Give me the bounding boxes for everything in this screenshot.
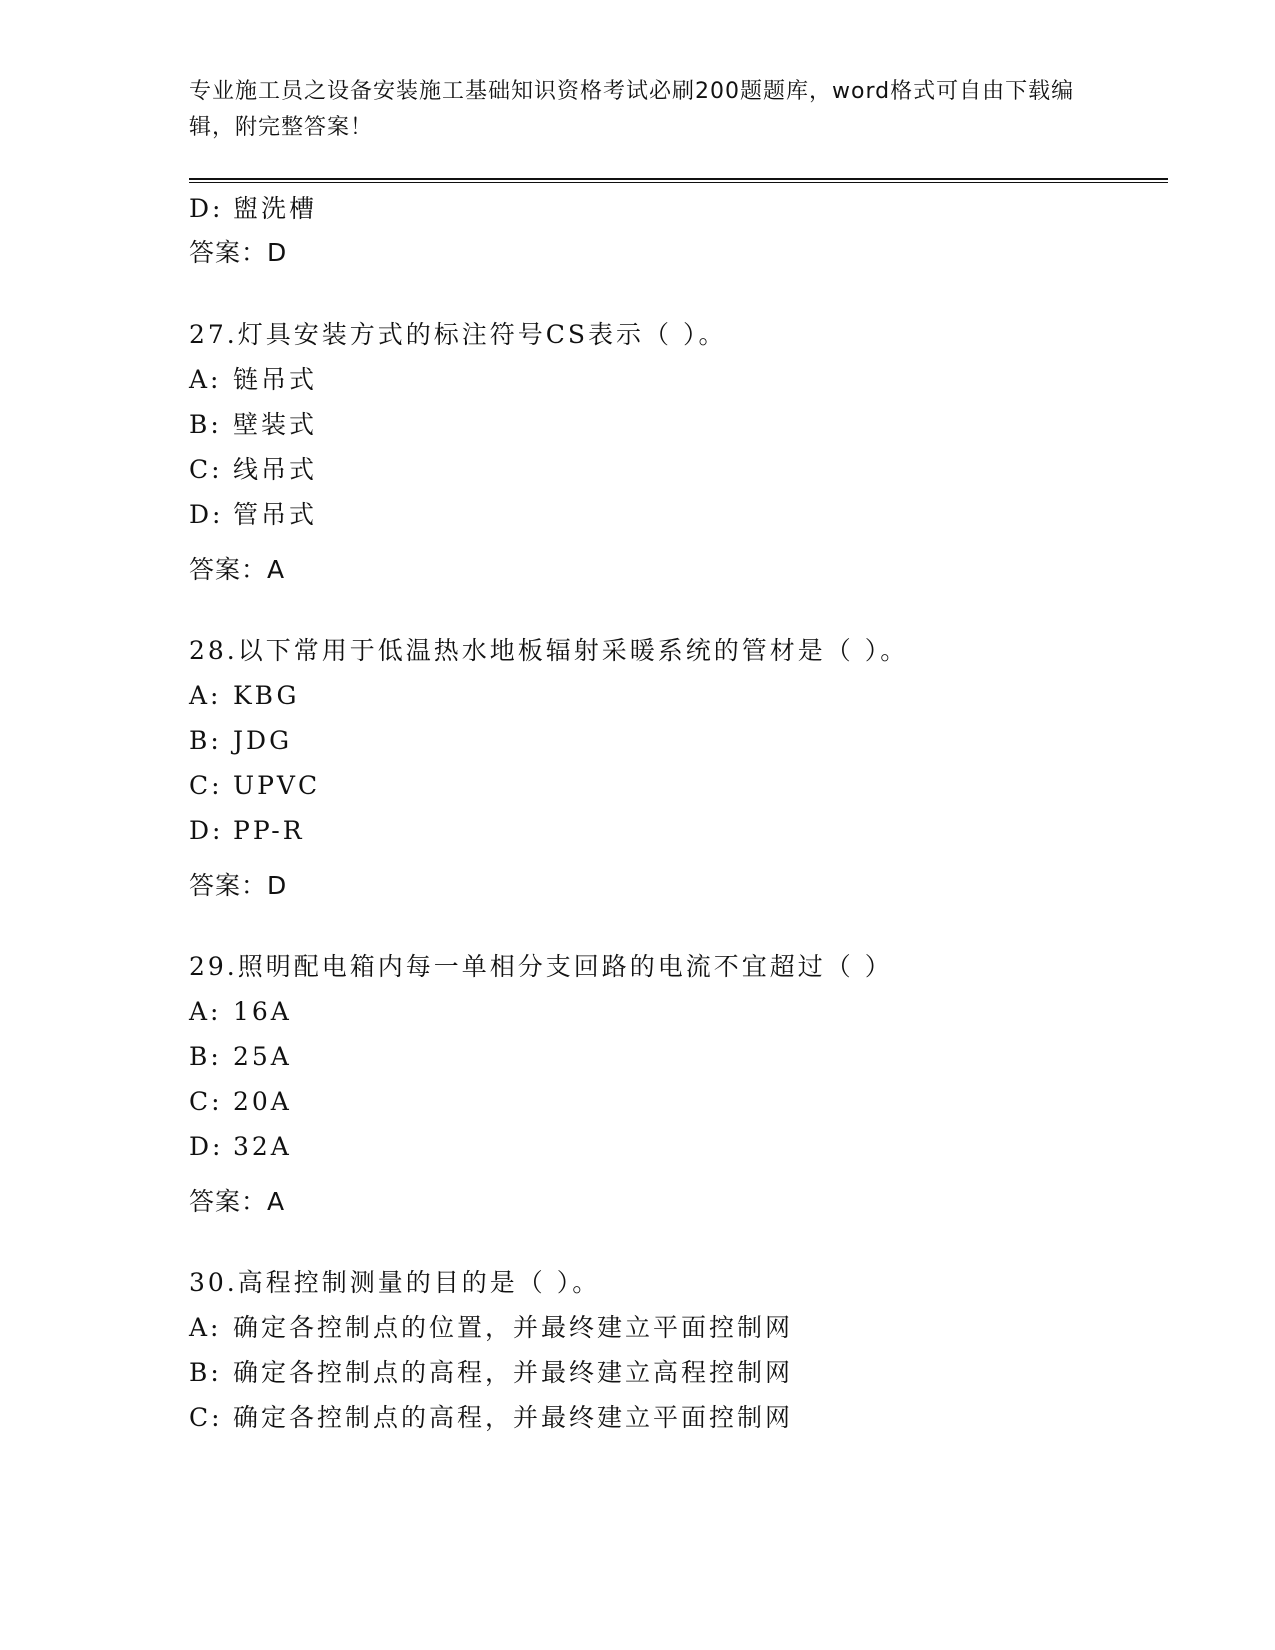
- q27-option-a: [189, 365, 317, 395]
- option-prefix: D:: [189, 816, 224, 845]
- option-prefix: C:: [189, 455, 223, 484]
- option-prefix: C:: [189, 1087, 223, 1116]
- q30-option-c: [189, 1403, 793, 1433]
- option-text: JDG: [233, 726, 293, 755]
- q30-stem: 30.高程控制测量的目的是（ ）。: [189, 1268, 601, 1297]
- q27-option-b: [189, 410, 317, 440]
- option-prefix: C:: [189, 771, 223, 800]
- q27-answer: 答案：A: [189, 555, 286, 584]
- q28-option-b: [189, 726, 292, 756]
- document-header: 专业施工员之设备安装施工基础知识资格考试必刷200题题库，word格式可自由下载编辑，附完整答案！: [189, 79, 1075, 140]
- option-text: 确定各控制点的高程，并最终建立高程控制网: [233, 1358, 794, 1387]
- q29-option-b: [189, 1042, 292, 1072]
- option-prefix: B:: [189, 1042, 222, 1071]
- q30-option-a: [189, 1313, 793, 1343]
- option-text: 管吊式: [233, 500, 318, 529]
- q29-option-a: [189, 997, 292, 1027]
- q26-answer: 答案：D: [189, 238, 288, 267]
- option-text: KBG: [233, 681, 300, 710]
- option-text: 20A: [233, 1087, 292, 1116]
- option-text: 32A: [233, 1132, 292, 1161]
- option-prefix: B:: [189, 726, 222, 755]
- q28-option-d: [189, 816, 305, 846]
- option-prefix: D:: [189, 500, 224, 529]
- q28-option-c: [189, 771, 320, 801]
- q27-option-c: [189, 455, 317, 485]
- header-divider: [189, 178, 1168, 183]
- option-prefix: A:: [189, 681, 222, 710]
- option-prefix: C:: [189, 1403, 223, 1432]
- q29-stem: 29.照明配电箱内每一单相分支回路的电流不宜超过（ ）: [189, 952, 893, 981]
- option-prefix: D:: [189, 194, 224, 223]
- q29-option-c: [189, 1087, 292, 1117]
- q29-option-d: [189, 1132, 292, 1162]
- option-text: PP-R: [233, 816, 305, 845]
- q30-option-b: [189, 1358, 793, 1388]
- q28-stem: 28.以下常用于低温热水地板辐射采暖系统的管材是（ ）。: [189, 636, 909, 665]
- option-text: 链吊式: [233, 365, 318, 394]
- option-prefix: B:: [189, 410, 222, 439]
- option-text: 16A: [233, 997, 292, 1026]
- q27-option-d: [189, 500, 317, 530]
- option-prefix: A:: [189, 365, 222, 394]
- option-text: 确定各控制点的位置，并最终建立平面控制网: [233, 1313, 794, 1342]
- q27-stem: 27.灯具安装方式的标注符号CS表示（ ）。: [189, 320, 727, 349]
- q28-answer: 答案：D: [189, 871, 288, 900]
- q26-option-d: [189, 194, 317, 224]
- option-prefix: A:: [189, 1313, 222, 1342]
- option-text: 确定各控制点的高程，并最终建立平面控制网: [233, 1403, 794, 1432]
- option-text: 壁装式: [233, 410, 318, 439]
- option-text: 25A: [233, 1042, 292, 1071]
- q28-option-a: [189, 681, 299, 711]
- option-prefix: A:: [189, 997, 222, 1026]
- q29-answer: 答案：A: [189, 1187, 286, 1216]
- option-text: UPVC: [233, 771, 321, 800]
- option-prefix: B:: [189, 1358, 222, 1387]
- option-prefix: D:: [189, 1132, 224, 1161]
- option-text: 线吊式: [233, 455, 318, 484]
- option-text: 盥洗槽: [233, 194, 318, 223]
